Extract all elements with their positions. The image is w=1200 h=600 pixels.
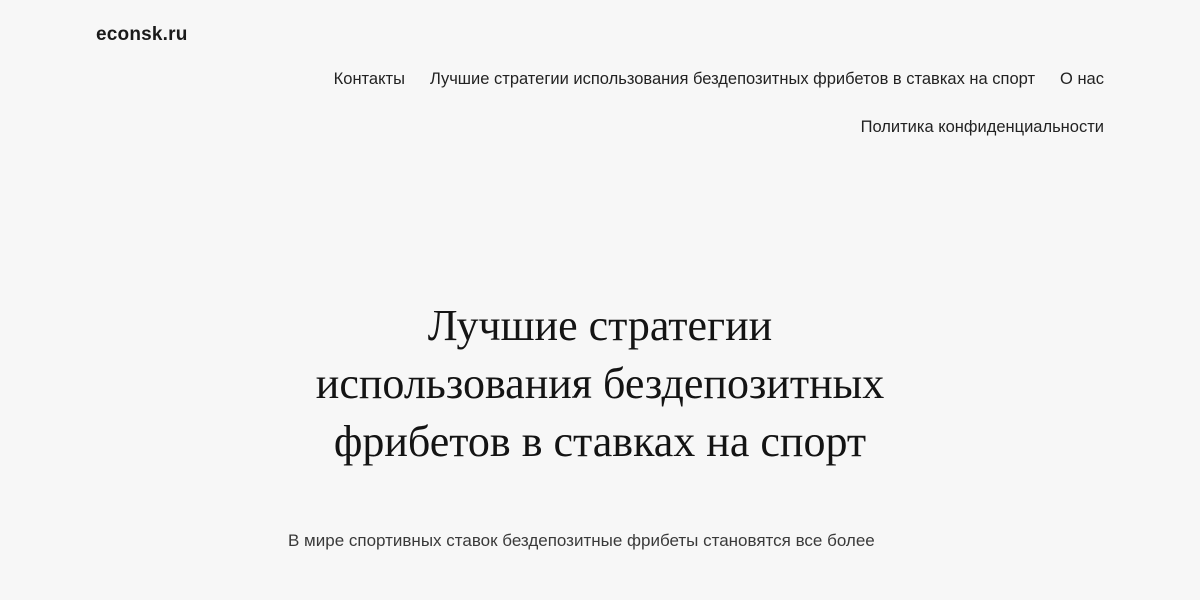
site-logo[interactable]: econsk.ru	[96, 24, 188, 45]
nav-link-freebet-strategies[interactable]: Лучшие стратегии использования бездепозитных фрибетов в ставках на спорт	[429, 70, 1036, 88]
nav-link-contacts[interactable]: Контакты	[333, 70, 405, 88]
nav-link-privacy-policy[interactable]: Политика конфиденциальности	[860, 118, 1104, 136]
main-content	[288, 297, 912, 555]
nav-link-about[interactable]: О нас	[1060, 70, 1104, 88]
main-nav	[96, 70, 1104, 136]
site-header	[0, 0, 1200, 136]
page-title: Лучшие стратегии использования бездепозитных фрибетов в ставках на спорт	[315, 301, 885, 466]
intro-paragraph: В мире спортивных ставок бездепозитные фрибеты становятся все более	[288, 531, 875, 550]
